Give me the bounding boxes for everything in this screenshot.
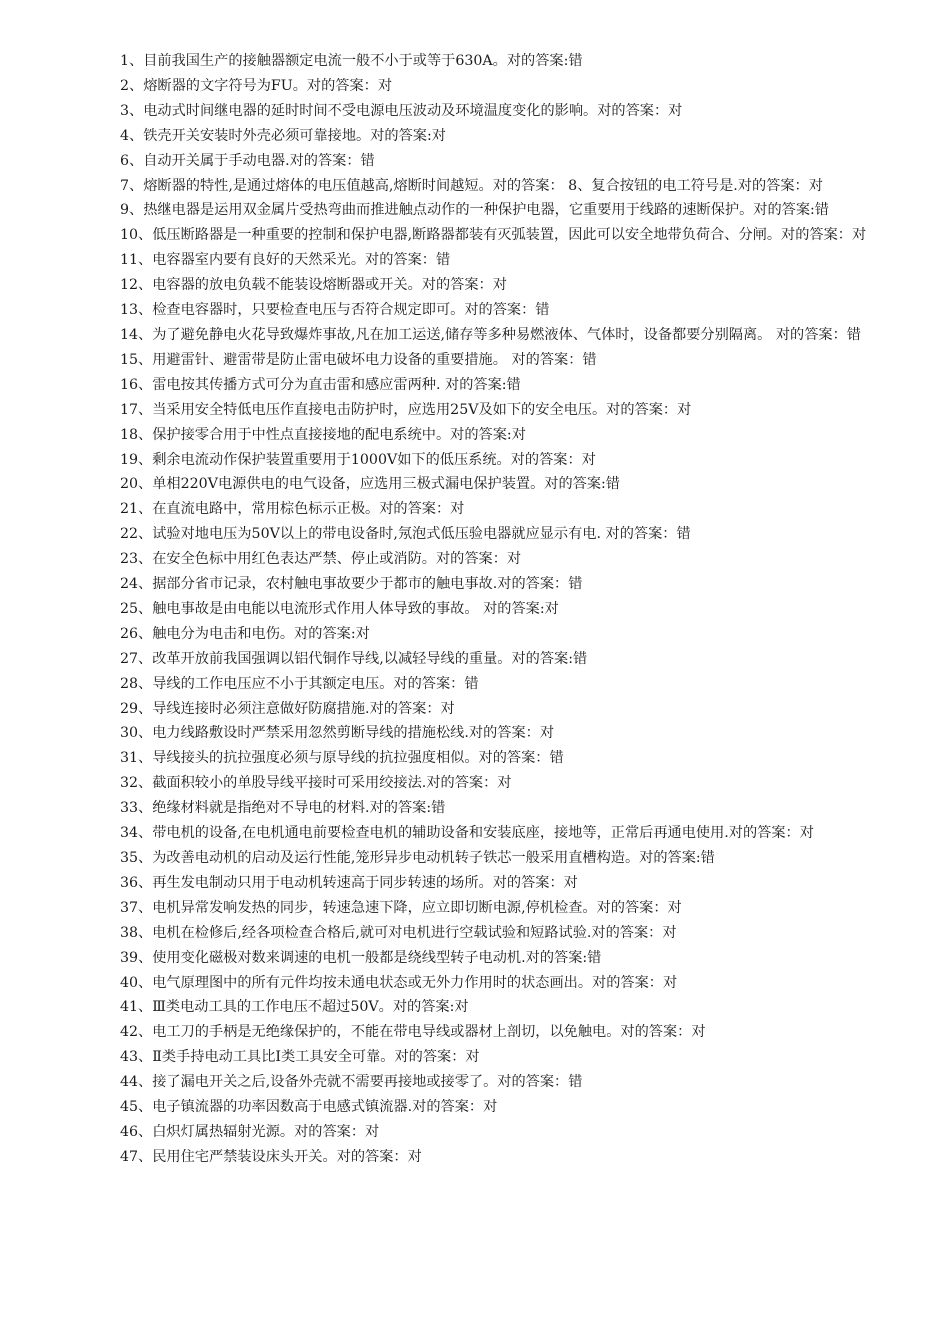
question-10: 10、低压断路器是一种重要的控制和保护电器,断路器都装有灭弧装置，因此可以安全地带负荷合、分闸。对的答案：对 <box>120 227 867 244</box>
question-6: 6、自动开关属于手动电器.对的答案：错 <box>120 152 375 169</box>
question-13: 13、检查电容器时，只要检查电压与否符合规定即可。对的答案：错 <box>120 302 550 319</box>
question-45: 45、电子镇流器的功率因数高于电感式镇流器.对的答案：对 <box>120 1099 498 1116</box>
question-2: 2、熔断器的文字符号为FU。对的答案：对 <box>120 77 393 94</box>
question-23: 23、在安全色标中用红色表达严禁、停止或消防。对的答案：对 <box>120 551 522 568</box>
question-18: 18、保护接零合用于中性点直接接地的配电系统中。对的答案:对 <box>120 426 526 443</box>
question-20: 20、单相220V电源供电的电气设备，应选用三极式漏电保护装置。对的答案:错 <box>120 476 620 493</box>
question-43: 43、Ⅱ类手持电动工具比Ⅰ类工具安全可靠。对的答案：对 <box>120 1049 480 1066</box>
question-12: 12、电容器的放电负载不能装设熔断器或开关。对的答案：对 <box>120 277 507 294</box>
question-14: 14、为了避免静电火花导致爆炸事故,凡在加工运送,储存等多种易燃液体、气体时，设备都要分别隔离。 对的答案：错 <box>120 326 861 343</box>
question-22: 22、试验对地电压为50V以上的带电设备时,氖泡式低压验电器就应显示有电. 对的答案：错 <box>120 526 691 543</box>
question-19: 19、剩余电流动作保护装置重要用于1000V如下的低压系统。对的答案：对 <box>120 451 596 468</box>
question-46: 46、白炽灯属热辐射光源。对的答案：对 <box>120 1123 380 1140</box>
question-39: 39、使用变化磁极对数来调速的电机一般都是绕线型转子电动机.对的答案:错 <box>120 949 602 966</box>
question-28: 28、导线的工作电压应不小于其额定电压。对的答案：错 <box>120 675 479 692</box>
question-34: 34、带电机的设备,在电机通电前要检查电机的辅助设备和安装底座，接地等，正常后再通电使用.对的答案：对 <box>120 825 814 842</box>
question-9: 9、热继电器是运用双金属片受热弯曲而推进触点动作的一种保护电器，它重要用于线路的速断保护。对的答案:错 <box>120 202 829 219</box>
question-15: 15、用避雷针、避雷带是防止雷电破坏电力设备的重要措施。 对的答案：错 <box>120 351 597 368</box>
question-11: 11、电容器室内要有良好的天然采光。对的答案：错 <box>120 252 451 269</box>
question-38: 38、电机在检修后,经各项检查合格后,就可对电机进行空载试验和短路试验.对的答案：对 <box>120 924 677 941</box>
question-41: 41、Ⅲ类电动工具的工作电压不超过50V。对的答案:对 <box>120 999 469 1016</box>
question-1: 1、目前我国生产的接触器额定电流一般不小于或等于630A。对的答案:错 <box>120 53 583 69</box>
question-36: 36、再生发电制动只用于电动机转速高于同步转速的场所。对的答案：对 <box>120 874 578 891</box>
question-29: 29、导线连接时必须注意做好防腐措施.对的答案：对 <box>120 700 455 717</box>
question-42: 42、电工刀的手柄是无绝缘保护的，不能在带电导线或器材上剖切，以免触电。对的答案：对 <box>120 1024 706 1041</box>
question-25: 25、触电事故是由电能以电流形式作用人体导致的事故。 对的答案:对 <box>120 600 559 617</box>
question-35: 35、为改善电动机的启动及运行性能,笼形异步电动机转子铁芯一般采用直槽构造。对的答案:错 <box>120 850 715 866</box>
question-30: 30、电力线路敷设时严禁采用忽然剪断导线的措施松线.对的答案：对 <box>120 725 555 742</box>
question-47: 47、民用住宅严禁装设床头开关。对的答案：对 <box>120 1148 422 1165</box>
question-17: 17、当采用安全特低电压作直接电击防护时，应选用25V及如下的安全电压。对的答案：对 <box>120 401 692 418</box>
question-16: 16、雷电按其传播方式可分为直击雷和感应雷两种. 对的答案:错 <box>120 376 521 393</box>
question-40: 40、电气原理图中的所有元件均按未通电状态或无外力作用时的状态画出。对的答案：对 <box>120 974 678 991</box>
question-32: 32、截面积较小的单股导线平接时可采用绞接法.对的答案：对 <box>120 775 512 792</box>
document-page <box>88 49 868 1170</box>
question-3: 3、电动式时间继电器的延时时间不受电源电压波动及环境温度变化的影响。对的答案：对 <box>120 102 683 119</box>
question-21: 21、在直流电路中，常用棕色标示正极。对的答案：对 <box>120 501 465 518</box>
question-37: 37、电机异常发响发热的同步，转速急速下降，应立即切断电源,停机检查。对的答案：对 <box>120 899 682 916</box>
question-7: 7、熔断器的特性,是通过熔体的电压值越高,熔断时间越短。对的答案： 8、复合按钮的电工符号是.对的答案：对 <box>120 177 823 194</box>
question-4: 4、铁壳开关安装时外壳必须可靠接地。对的答案:对 <box>120 127 446 144</box>
question-33: 33、绝缘材料就是指绝对不导电的材料.对的答案:错 <box>120 800 446 817</box>
question-24: 24、据部分省市记录，农村触电事故要少于都市的触电事故.对的答案：错 <box>120 576 583 593</box>
question-26: 26、触电分为电击和电伤。对的答案:对 <box>120 625 370 642</box>
question-44: 44、接了漏电开关之后,设备外壳就不需要再接地或接零了。对的答案：错 <box>120 1074 583 1091</box>
question-31: 31、导线接头的抗拉强度必须与原导线的抗拉强度相似。对的答案：错 <box>120 750 564 767</box>
question-27: 27、改革开放前我国强调以铝代铜作导线,以减轻导线的重量。对的答案:错 <box>120 650 588 667</box>
